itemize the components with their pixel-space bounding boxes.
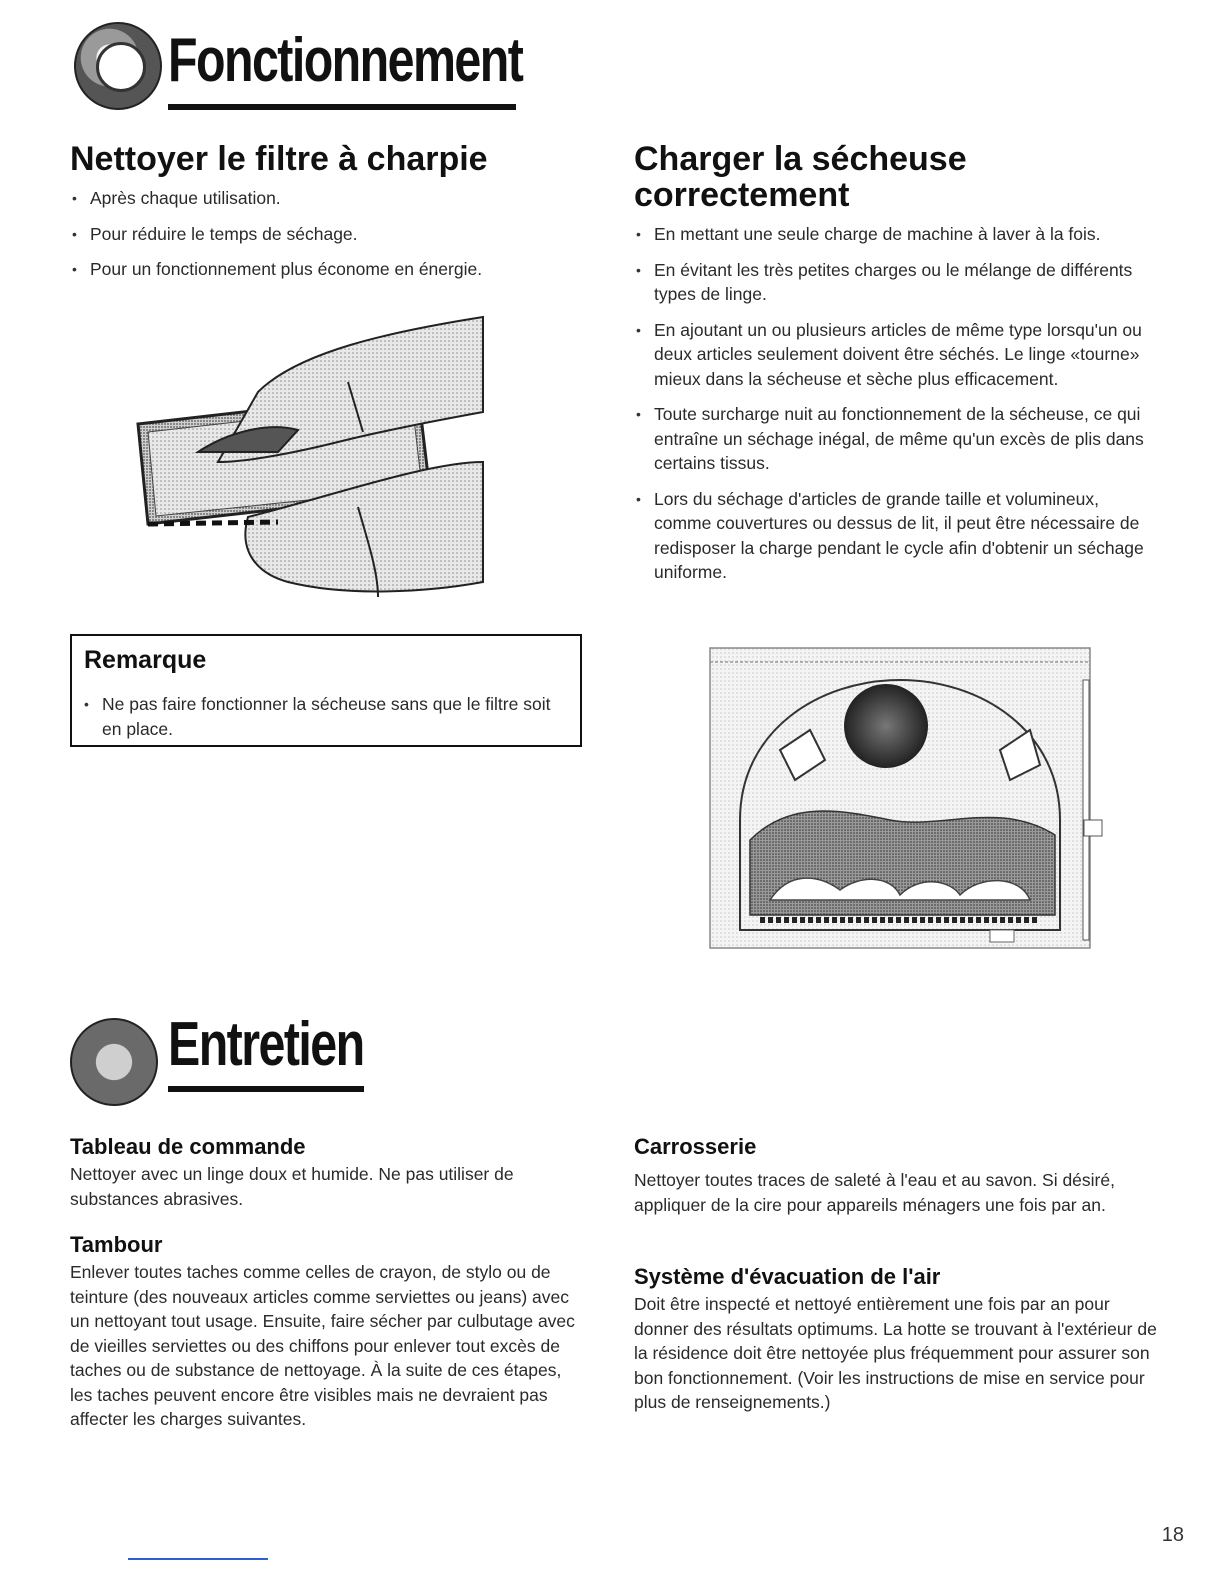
drum-text: Enlever toutes taches comme celles de crayon, de stylo ou de teinture (des nouveaux articles comme serviettes ou jeans) avec un nettoyant tout usage. Ensuite, faire sécher par culbutage avec de vieilles serviettes ou des chiffons pour enlever tout excès de taches ou de substance de nettoyage. À la suite de ces étapes, les taches peuvent encore être visibles mais ne devraient pas affecter les charges suivantes. <box>70 1262 575 1429</box>
panel-title: Tableau de commande <box>70 1134 306 1159</box>
loading-title <box>634 142 1174 213</box>
section-title-fonctionnement: Fonctionnement <box>168 26 523 95</box>
spray-bottle-icon <box>70 1018 158 1106</box>
lint-filter-list <box>72 186 592 293</box>
exhaust-text: Doit être inspecté et nettoyé entièrement une fois par an pour donner des résultats optimums. La hotte se trouvant à l'extérieur de la résidence doit être nettoyée plus fréquemment pour assurer son bon fonctionnement. (Voir les instructions de mise en service pour plus de renseignements.) <box>634 1294 1157 1412</box>
list-item: • Ne pas faire fonctionner la sécheuse sans que le filtre soit en place. <box>84 692 554 741</box>
section-rule <box>168 104 516 110</box>
cabinet-text: Nettoyer toutes traces de saleté à l'eau et au savon. Si désiré, appliquer de la cire pour appareils ménagers une fois par an. <box>634 1170 1115 1215</box>
note-box <box>70 634 582 747</box>
list-item: • En évitant les très petites charges ou le mélange de différents types de linge. <box>636 258 1156 307</box>
list-item: • En mettant une seule charge de machine à laver à la fois. <box>636 222 1156 247</box>
list-item: • Pour un fonctionnement plus économe en énergie. <box>72 257 592 282</box>
lint-filter-illustration <box>128 312 488 602</box>
dryer-drum-illustration <box>700 640 1112 960</box>
dryer-dial-icon <box>74 22 162 110</box>
list-item: • Pour réduire le temps de séchage. <box>72 222 592 247</box>
lint-filter-title: Nettoyer le filtre à charpie <box>70 140 488 178</box>
section-rule <box>168 1086 364 1092</box>
loading-list <box>636 222 1156 596</box>
loading-title-line1: Charger la sécheuse <box>634 140 967 178</box>
drum-title: Tambour <box>70 1232 163 1257</box>
list-item: • Après chaque utilisation. <box>72 186 592 211</box>
list-item: • Toute surcharge nuit au fonctionnement de la sécheuse, ce qui entraîne un séchage inégal, de même qu'un excès de plis dans certains tissus. <box>636 402 1156 476</box>
list-item: • Lors du séchage d'articles de grande taille et volumineux, comme couvertures ou dessus de lit, il peut être nécessaire de redisposer la charge pendant le cycle afin d'obtenir un séchage uniforme. <box>636 487 1156 585</box>
note-title: Remarque <box>84 646 207 674</box>
note-list <box>84 692 554 752</box>
page-number: 18 <box>1161 1524 1184 1546</box>
loading-title-line2: correctement <box>634 175 850 214</box>
panel-text: Nettoyer avec un linge doux et humide. Ne pas utiliser de substances abrasives. <box>70 1164 514 1209</box>
list-item: • En ajoutant un ou plusieurs articles de même type lorsqu'un ou deux articles seulement doivent être séchés. Le linge «tourne» mieux dans la sécheuse et sèche plus efficacement. <box>636 318 1156 392</box>
cabinet-title: Carrosserie <box>634 1134 757 1159</box>
exhaust-title: Système d'évacuation de l'air <box>634 1264 941 1289</box>
footer-divider <box>128 1558 268 1560</box>
section-title-entretien: Entretien <box>168 1010 364 1079</box>
